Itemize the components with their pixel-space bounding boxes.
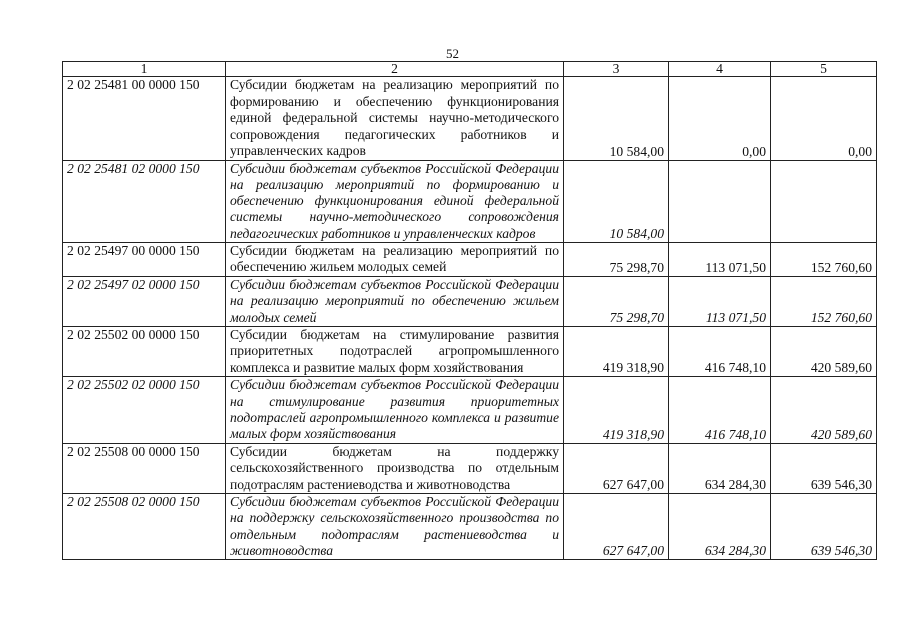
amount-col3-cell: 10 584,00 — [564, 77, 669, 161]
amount-col5-cell: 152 760,60 — [771, 242, 877, 276]
description-cell: Субсидии бюджетам на поддержку сельскохозяйственного производства по отдельным подотраслям растениеводства и животноводства — [226, 443, 564, 494]
amount-col4-cell: 416 748,10 — [669, 377, 771, 443]
page-number: 52 — [446, 46, 459, 61]
amount-col3-cell: 627 647,00 — [564, 494, 669, 560]
amount-col4-cell: 113 071,50 — [669, 276, 771, 326]
table-row — [63, 160, 877, 242]
table-row — [63, 494, 877, 560]
table-row — [63, 242, 877, 276]
column-number-header: 3 — [564, 62, 669, 77]
amount-col4-cell: 0,00 — [669, 77, 771, 161]
amount-col4-cell: 634 284,30 — [669, 443, 771, 494]
description-cell: Субсидии бюджетам субъектов Российской Федерации на стимулирование развития приоритетных подотраслей агропромышленного комплекса и развитие малых форм хозяйствования — [226, 377, 564, 443]
amount-col4-cell: 634 284,30 — [669, 494, 771, 560]
table-row — [63, 326, 877, 377]
budget-code-cell: 2 02 25502 02 0000 150 — [63, 377, 226, 443]
column-number-header: 2 — [226, 62, 564, 77]
amount-col3-cell: 10 584,00 — [564, 160, 669, 242]
amount-col3-cell: 419 318,90 — [564, 377, 669, 443]
amount-col3-cell: 75 298,70 — [564, 242, 669, 276]
amount-col3-cell: 627 647,00 — [564, 443, 669, 494]
amount-col5-cell — [771, 160, 877, 242]
budget-code-cell: 2 02 25481 00 0000 150 — [63, 77, 226, 161]
table-row — [63, 276, 877, 326]
table-row — [63, 377, 877, 443]
description-cell: Субсидии бюджетам на реализацию мероприятий по формированию и обеспечению функционирования единой федеральной системы научно-методического сопровождения педагогических работников и управленческих кадров — [226, 77, 564, 161]
description-cell: Субсидии бюджетам субъектов Российской Федерации на реализацию мероприятий по формированию и обеспечению функционирования единой федеральной системы научно-методического сопровождения педагогических работников и управленческих кадров — [226, 160, 564, 242]
amount-col3-cell: 419 318,90 — [564, 326, 669, 377]
column-number-header: 1 — [63, 62, 226, 77]
description-cell: Субсидии бюджетам субъектов Российской Федерации на поддержку сельскохозяйственного производства по отдельным подотраслям растениеводства и животноводства — [226, 494, 564, 560]
budget-code-cell: 2 02 25481 02 0000 150 — [63, 160, 226, 242]
column-number-header: 5 — [771, 62, 877, 77]
amount-col4-cell: 113 071,50 — [669, 242, 771, 276]
column-number-header: 4 — [669, 62, 771, 77]
amount-col4-cell: 416 748,10 — [669, 326, 771, 377]
amount-col4-cell — [669, 160, 771, 242]
amount-col5-cell: 639 546,30 — [771, 443, 877, 494]
amount-col5-cell: 152 760,60 — [771, 276, 877, 326]
amount-col5-cell: 420 589,60 — [771, 377, 877, 443]
budget-code-cell: 2 02 25508 02 0000 150 — [63, 494, 226, 560]
description-cell: Субсидии бюджетам на стимулирование развития приоритетных подотраслей агропромышленного комплекса и развитие малых форм хозяйствования — [226, 326, 564, 377]
budget-code-cell: 2 02 25497 02 0000 150 — [63, 276, 226, 326]
amount-col3-cell: 75 298,70 — [564, 276, 669, 326]
amount-col5-cell: 0,00 — [771, 77, 877, 161]
column-number-row — [63, 62, 877, 77]
budget-code-cell: 2 02 25502 00 0000 150 — [63, 326, 226, 377]
budget-code-cell: 2 02 25508 00 0000 150 — [63, 443, 226, 494]
amount-col5-cell: 639 546,30 — [771, 494, 877, 560]
budget-code-cell: 2 02 25497 00 0000 150 — [63, 242, 226, 276]
budget-table — [62, 61, 877, 560]
table-row — [63, 443, 877, 494]
description-cell: Субсидии бюджетам субъектов Российской Федерации на реализацию мероприятий по обеспечению жильем молодых семей — [226, 276, 564, 326]
description-cell: Субсидии бюджетам на реализацию мероприятий по обеспечению жильем молодых семей — [226, 242, 564, 276]
amount-col5-cell: 420 589,60 — [771, 326, 877, 377]
table-row — [63, 77, 877, 161]
